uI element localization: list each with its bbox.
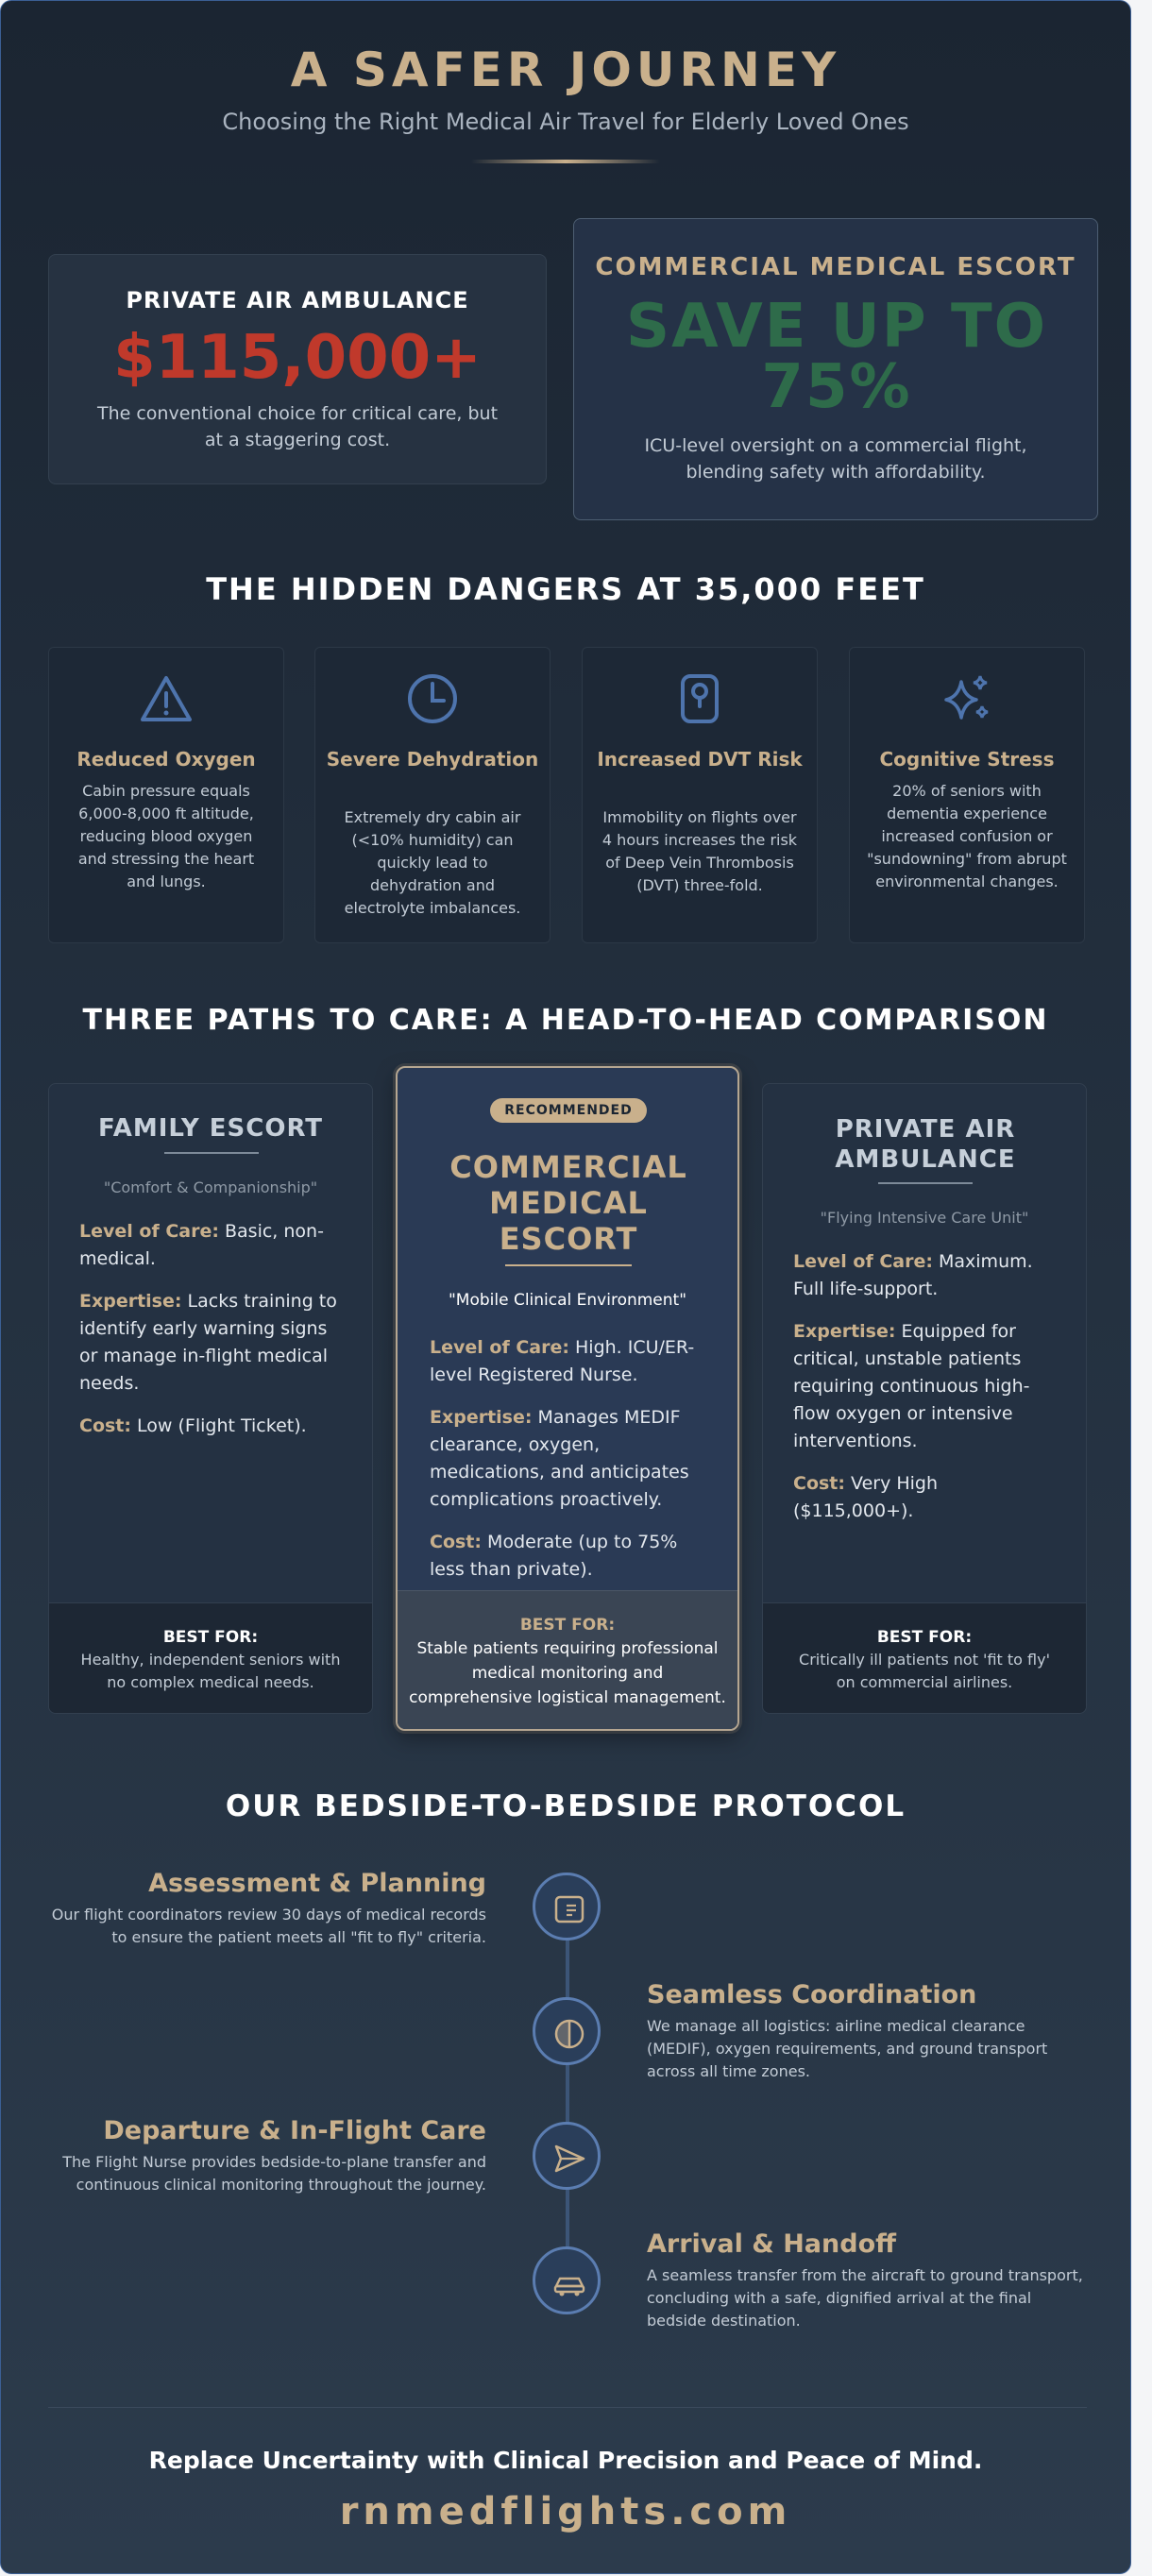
closing-tagline: Replace Uncertainty with Clinical Precision and Peace of Mind. [148, 2447, 983, 2474]
step-title: Arrival & Handoff [647, 2229, 896, 2259]
protocol-step-arrival [647, 2229, 1091, 2332]
danger-description: Extremely dry cabin air (<10% humidity) can quickly lead to dehydration and electrolyte imbalances. [344, 808, 521, 917]
expertise-value: Equipped for critical, unstable patients requiring continuous high-flow oxygen or intensive interventions. [793, 1321, 1030, 1451]
website-link[interactable]: rnmedflights.com [339, 2490, 792, 2534]
protocol-timeline [566, 1891, 569, 2280]
sparkles-icon [850, 670, 1084, 727]
private-air-ambulance-card [762, 1083, 1087, 1714]
best-for-panel [49, 1602, 372, 1713]
protocol-step-coordination [647, 1980, 1091, 2083]
step-description: Our flight coordinators review 30 days of medical records to ensure the patient meets all "fit to fly" criteria. [51, 1906, 486, 1946]
danger-title: Severe Dehydration [326, 748, 539, 771]
care-value: Basic, non-medical. [79, 1221, 324, 1269]
cost-card-label: PRIVATE AIR AMBULANCE [126, 287, 469, 314]
care-label: Level of Care: [79, 1221, 219, 1242]
cost-card-value: $115,000+ [113, 323, 482, 393]
care-value: High. ICU/ER-level Registered Nurse. [430, 1337, 695, 1385]
family-escort-card [48, 1083, 373, 1714]
path-title: PRIVATE AIR AMBULANCE [835, 1115, 1016, 1174]
protocol-step-departure [39, 2116, 486, 2196]
comparison-section-title: THREE PATHS TO CARE: A HEAD-TO-HEAD COMPARISON [82, 1004, 1049, 1037]
danger-title: Cognitive Stress [879, 748, 1055, 771]
paper-plane-icon [533, 2122, 601, 2190]
protocol-section-title: OUR BEDSIDE-TO-BEDSIDE PROTOCOL [225, 1789, 906, 1823]
care-label: Level of Care: [793, 1251, 933, 1272]
best-for-label: BEST FOR: [162, 1628, 259, 1647]
expertise-label: Expertise: [430, 1407, 533, 1428]
path-tagline: "Comfort & Companionship" [103, 1178, 318, 1196]
best-for-label: BEST FOR: [519, 1616, 616, 1635]
path-details [79, 1218, 342, 1455]
best-for-panel [763, 1602, 1086, 1713]
danger-description: 20% of seniors with dementia experience increased confusion or "sundowning" from abrupt environmental changes. [867, 782, 1067, 890]
best-for-panel [398, 1590, 737, 1729]
savings-value: SAVE UP TO 75% [625, 292, 1048, 422]
cost-value: Moderate (up to 75% less than private). [430, 1532, 678, 1580]
dangers-section-title: THE HIDDEN DANGERS AT 35,000 FEET [206, 571, 925, 607]
best-for-description: Critically ill patients not 'fit to fly' on commercial airlines. [799, 1651, 1050, 1691]
car-icon [533, 2246, 601, 2314]
commercial-medical-escort-cost-card [573, 218, 1098, 520]
path-title: FAMILY ESCORT [97, 1114, 324, 1143]
cost-card-description: ICU-level oversight on a commercial flight, blending safety with affordability. [644, 435, 1027, 483]
protocol-step-assessment [39, 1869, 486, 1949]
expertise-label: Expertise: [793, 1321, 896, 1342]
cost-label: Cost: [430, 1532, 482, 1552]
expertise-label: Expertise: [79, 1291, 182, 1312]
page-subtitle: Choosing the Right Medical Air Travel for Elderly Loved Ones [222, 109, 909, 135]
warning-triangle-icon [49, 670, 283, 727]
path-details [430, 1334, 711, 1599]
tag-icon [583, 670, 817, 727]
path-tagline: "Flying Intensive Care Unit" [820, 1209, 1029, 1227]
step-description: We manage all logistics: airline medical clearance (MEDIF), oxygen requirements, and ground transport across all time zones. [647, 2017, 1048, 2080]
best-for-description: Stable patients requiring professional medical monitoring and comprehensive logistical management. [409, 1639, 726, 1707]
compass-icon [533, 1997, 601, 2065]
recommended-badge: RECOMMENDED [490, 1098, 647, 1123]
expertise-value: Manages MEDIF clearance, oxygen, medications, and anticipates complications proactively. [430, 1407, 689, 1510]
best-for-description: Healthy, independent seniors with no complex medical needs. [80, 1651, 341, 1691]
cost-label: Cost: [79, 1415, 131, 1436]
cost-value: Low (Flight Ticket). [137, 1415, 307, 1436]
danger-card-cognitive [849, 647, 1085, 943]
path-title-divider [878, 1182, 973, 1184]
danger-card-dvt [582, 647, 818, 943]
cost-card-label: COMMERCIAL MEDICAL ESCORT [595, 253, 1076, 281]
care-label: Level of Care: [430, 1337, 569, 1358]
danger-card-oxygen [48, 647, 284, 943]
danger-description: Cabin pressure equals 6,000-8,000 ft altitude, reducing blood oxygen and stressing the heart and lungs. [77, 782, 255, 890]
path-title-divider [164, 1152, 259, 1154]
page-title: A SAFER JOURNEY [290, 42, 841, 97]
header-divider [471, 160, 660, 163]
step-title: Seamless Coordination [647, 1980, 977, 2009]
step-title: Assessment & Planning [148, 1869, 486, 1898]
step-title: Departure & In-Flight Care [103, 2116, 486, 2145]
care-value: Maximum. Full life-support. [793, 1251, 1033, 1299]
clipboard-icon [533, 1873, 601, 1940]
footer-divider [48, 2407, 1087, 2408]
path-title: COMMERCIAL MEDICAL ESCORT [449, 1149, 687, 1257]
cost-value: Very High ($115,000+). [793, 1473, 939, 1521]
danger-card-dehydration [314, 647, 551, 943]
danger-title: Increased DVT Risk [597, 748, 803, 771]
cost-label: Cost: [793, 1473, 845, 1494]
path-tagline: "Mobile Clinical Environment" [448, 1291, 687, 1310]
expertise-value: Lacks training to identify early warning signs or manage in-flight medical needs. [79, 1291, 337, 1394]
clock-icon [315, 670, 550, 727]
path-details [793, 1248, 1056, 1540]
danger-title: Reduced Oxygen [76, 748, 256, 771]
commercial-medical-escort-card [396, 1066, 739, 1731]
private-air-ambulance-cost-card [48, 254, 547, 484]
step-description: The Flight Nurse provides bedside-to-plane transfer and continuous clinical monitoring throughout the journey. [62, 2153, 486, 2194]
path-title-divider [505, 1264, 632, 1266]
step-description: A seamless transfer from the aircraft to ground transport, concluding with a safe, dignified arrival at the final bedside destination. [647, 2266, 1083, 2330]
best-for-label: BEST FOR: [876, 1628, 973, 1647]
danger-description: Immobility on flights over 4 hours increases the risk of Deep Vein Thrombosis (DVT) three-fold. [601, 808, 798, 894]
cost-card-description: The conventional choice for critical care, but at a staggering cost. [96, 403, 499, 450]
